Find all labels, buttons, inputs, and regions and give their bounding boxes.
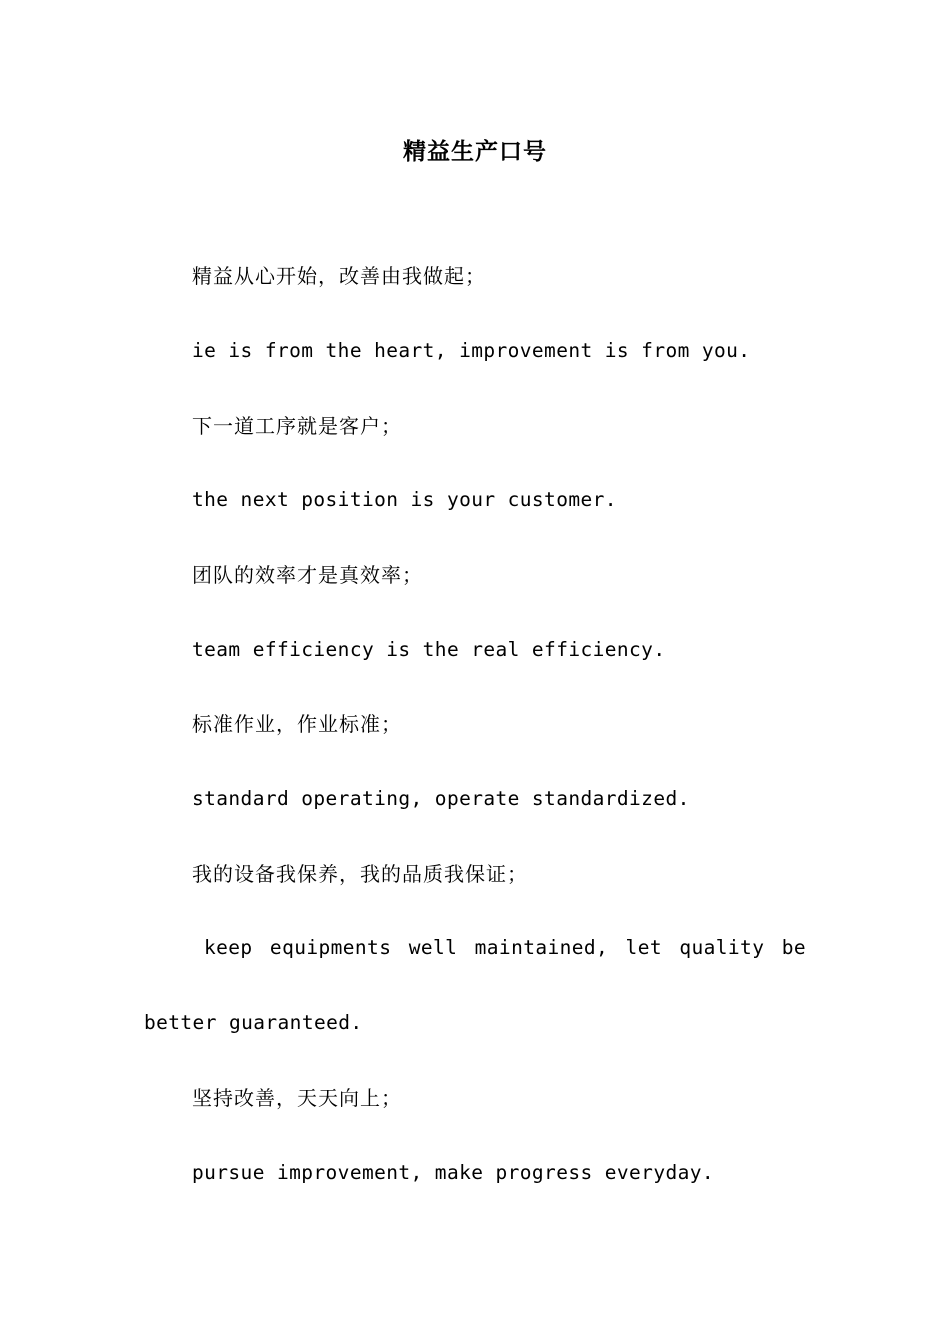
slogan-zh-5: 我的设备我保养，我的品质我保证； — [192, 862, 528, 886]
slogan-zh-2: 下一道工序就是客户； — [192, 414, 402, 438]
slogan-en-2: the next position is your customer. — [192, 488, 617, 511]
slogan-en-5-line1: keep equipments well maintained, let quality be — [204, 936, 806, 959]
slogan-zh-3: 团队的效率才是真效率； — [192, 563, 423, 587]
slogan-en-3: team efficiency is the real efficiency. — [192, 638, 666, 661]
slogan-en-1: ie is from the heart, improvement is from you. — [192, 339, 751, 362]
slogan-zh-1: 精益从心开始，改善由我做起； — [192, 264, 486, 288]
document-title: 精益生产口号 — [403, 139, 547, 165]
slogan-en-4: standard operating, operate standardized. — [192, 787, 690, 810]
slogan-en-5-line2: better guaranteed. — [144, 1011, 363, 1034]
slogan-zh-4: 标准作业，作业标准； — [192, 712, 402, 736]
slogan-en-6: pursue improvement, make progress everyday. — [192, 1161, 715, 1184]
slogan-zh-6: 坚持改善，天天向上； — [192, 1086, 402, 1110]
